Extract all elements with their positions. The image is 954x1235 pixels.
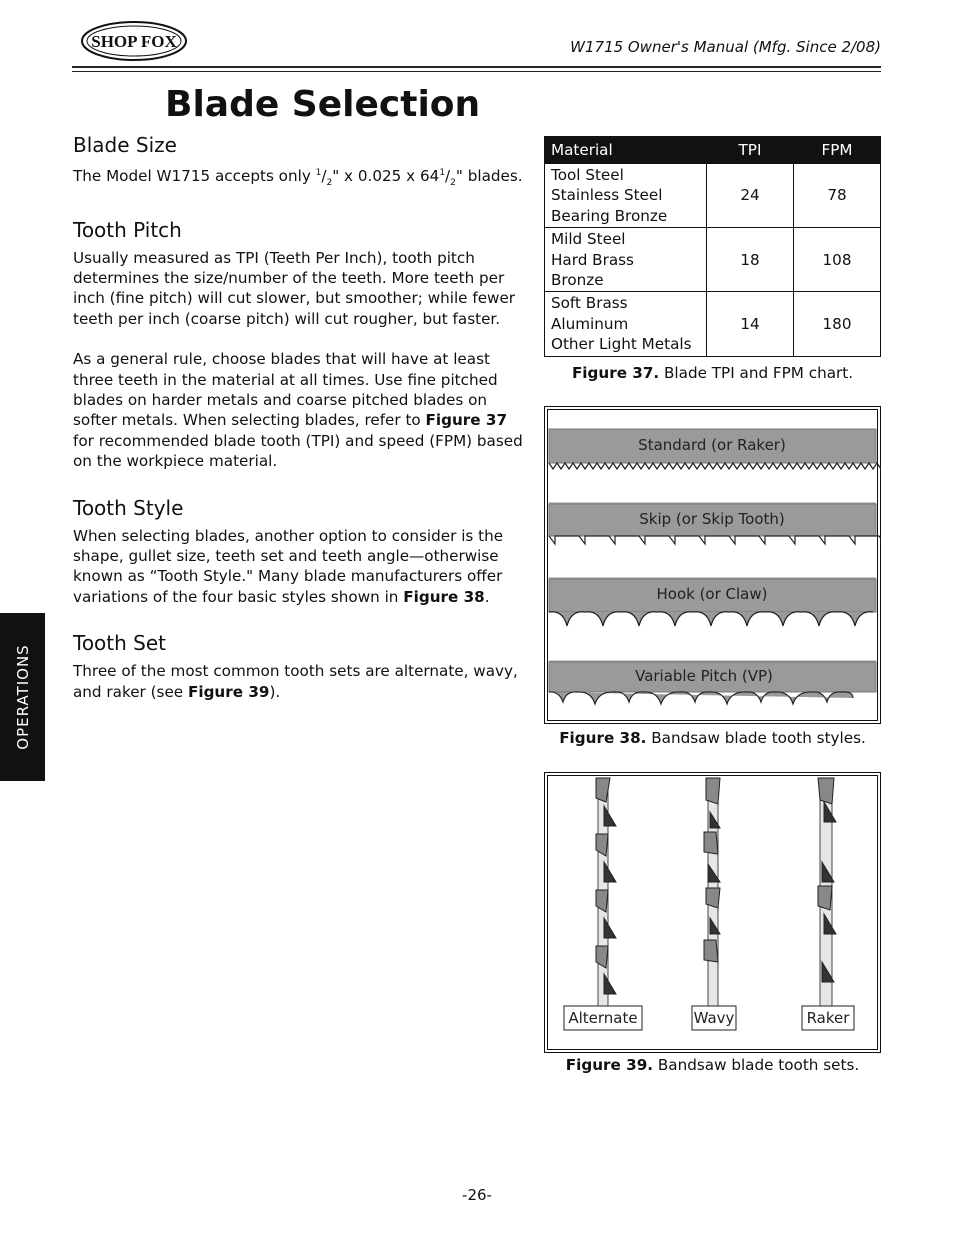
header-rule-thin: [72, 71, 881, 72]
figure-38-tooth-styles: [544, 406, 881, 724]
tpi-fpm-table: [544, 136, 881, 357]
table-row: [545, 164, 881, 228]
material-cell: Soft Brass Aluminum Other Light Metals: [545, 292, 707, 356]
table-row: [545, 292, 881, 356]
col-header-material: Material: [545, 137, 707, 164]
tpi-cell: 14: [707, 292, 794, 356]
style-label: Hook (or Claw): [656, 585, 768, 603]
logo-text: SHOP FOX: [91, 32, 177, 51]
para-tooth-pitch-2: As a general rule, choose blades that will have at least three teeth in the material at all times. Use fine pitched blades on harder metals and coarse pitched blades on softer metals. When selecting blades, refer to Figure 37 for recommended blade tooth (TPI) and speed (FPM) based on the workpiece material.: [73, 350, 523, 471]
manual-title: W1715 Owner's Manual (Mfg. Since 2/08): [570, 38, 881, 56]
tpi-cell: 24: [707, 164, 794, 228]
material-cell: Tool Steel Stainless Steel Bearing Bronze: [545, 164, 707, 228]
page-number: -26-: [462, 1186, 492, 1204]
page-title: Blade Selection: [165, 84, 481, 125]
section-side-tab: [0, 613, 45, 781]
header-rule: [72, 66, 881, 68]
col-header-fpm: FPM: [794, 137, 881, 164]
set-label: Wavy: [693, 1009, 735, 1027]
side-tab-label: OPERATIONS: [13, 644, 32, 750]
heading-tooth-set: Tooth Set: [73, 631, 167, 656]
fpm-cell: 78: [794, 164, 881, 228]
figure-39-tooth-sets: [544, 772, 881, 1053]
set-label: Alternate: [568, 1009, 638, 1027]
heading-blade-size: Blade Size: [73, 133, 177, 157]
para-tooth-pitch-1: Usually measured as TPI (Teeth Per Inch), tooth pitch determines the size/number of the teeth. More teeth per inch (fine pitch) will cut slower, but smoother; while fewer teeth per inch (coarse pitch) will cut rougher, but faster.: [73, 248, 516, 328]
shop-fox-logo: [80, 20, 188, 62]
para-blade-size: The Model W1715 accepts only $^1/_2$" x 0.025 x $64^1/_2$" blades.: [73, 167, 523, 189]
para-tooth-set: Three of the most common tooth sets are alternate, wavy, and raker (see Figure 39).: [73, 662, 518, 701]
table-row: [545, 228, 881, 292]
para-tooth-style: When selecting blades, another option to consider is the shape, gullet size, teeth set and teeth angle—otherwise known as “Tooth Style." Many blade manufacturers offer variations of the four basic styles shown in Figure 38.: [73, 526, 504, 606]
style-label: Variable Pitch (VP): [635, 667, 773, 685]
figure-37-caption: Figure 37. Blade TPI and FPM chart.: [571, 364, 854, 382]
material-cell: Mild Steel Hard Brass Bronze: [545, 228, 707, 292]
figure-38-caption: Figure 38. Bandsaw blade tooth styles.: [559, 729, 866, 747]
fpm-cell: 180: [794, 292, 881, 356]
heading-tooth-style: Tooth Style: [73, 495, 184, 520]
tpi-cell: 18: [707, 228, 794, 292]
figure-39-caption: Figure 39. Bandsaw blade tooth sets.: [565, 1056, 860, 1074]
left-column: [73, 133, 525, 702]
col-header-tpi: TPI: [707, 137, 794, 164]
set-label: Raker: [806, 1009, 850, 1027]
heading-tooth-pitch: Tooth Pitch: [73, 217, 182, 242]
style-label: Standard (or Raker): [638, 436, 786, 454]
style-label: Skip (or Skip Tooth): [639, 510, 785, 528]
fpm-cell: 108: [794, 228, 881, 292]
